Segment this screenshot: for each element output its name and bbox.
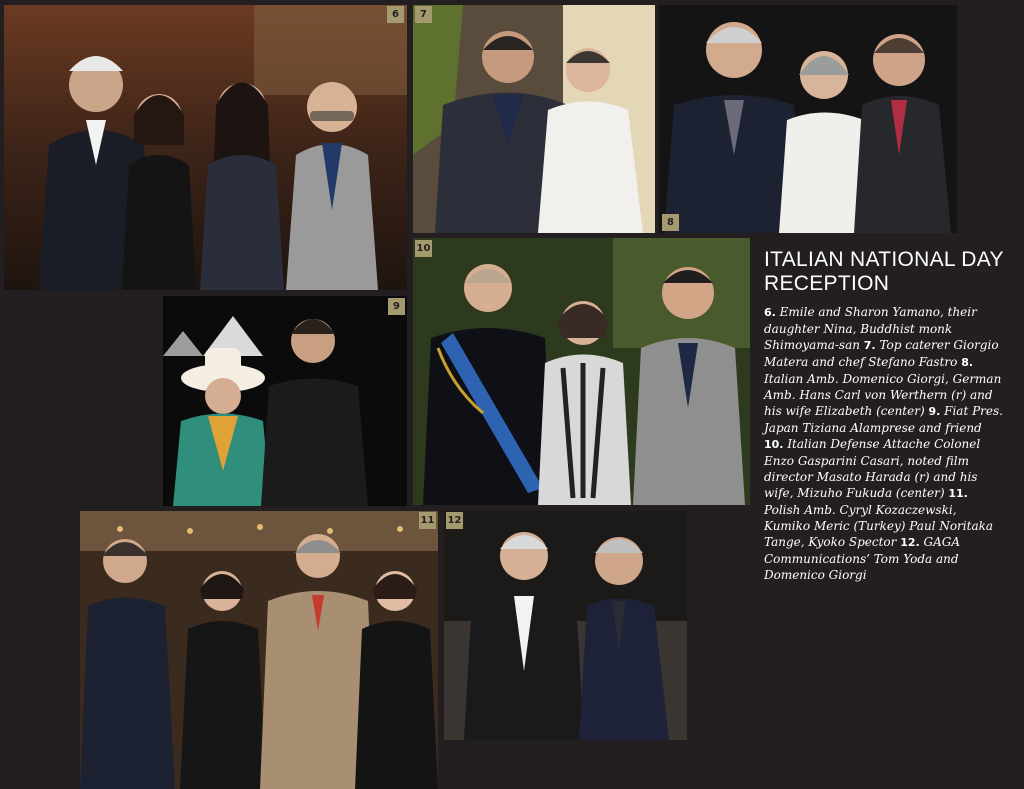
photo-number-9: 9 — [388, 298, 405, 315]
caption-number-12: 12. — [900, 536, 920, 549]
photo-9-image — [163, 296, 407, 506]
caption-text-10: Italian Defense Attache Colonel Enzo Gasparini Casari, noted film director Masato Harada (r) and his wife, Mizuho Fukuda (center) — [764, 437, 981, 500]
photo-8 — [659, 5, 957, 233]
photo-captions — [764, 304, 1004, 583]
photo-8-image — [659, 5, 957, 233]
caption-text-8: Italian Amb. Domenico Giorgi, German Amb. Hans Carl von Werthern (r) and his wife Elizabeth (center) — [764, 372, 1002, 418]
photo-6-image — [4, 5, 407, 290]
photo-number-6: 6 — [387, 6, 404, 23]
caption-number-8: 8. — [961, 356, 974, 369]
photo-7-image — [413, 5, 655, 233]
photo-9 — [163, 296, 407, 506]
heading-line-1: ITALIAN NATIONAL DAY — [764, 248, 1004, 271]
photo-6 — [4, 5, 407, 290]
caption-text-7: Top caterer Giorgio Matera and chef Stefano Fastro — [764, 338, 999, 369]
caption-text-6: Emile and Sharon Yamano, their daughter Nina, Buddhist monk Shimoyama-san — [764, 305, 977, 352]
photo-11 — [80, 511, 438, 789]
photo-number-10: 10 — [415, 240, 432, 257]
caption-number-6: 6. — [764, 306, 776, 319]
caption-number-7: 7. — [863, 339, 876, 352]
photo-11-image — [80, 511, 438, 789]
caption-text-9: Fiat Pres. Japan Tiziana Alamprese and friend — [764, 404, 1003, 435]
photo-10-image — [413, 238, 750, 505]
photo-number-7: 7 — [415, 6, 432, 23]
photo-12-image — [444, 511, 687, 740]
article-heading — [764, 248, 1014, 296]
photo-number-11: 11 — [419, 512, 436, 529]
caption-number-9: 9. — [928, 405, 941, 418]
caption-number-10: 10. — [764, 438, 784, 451]
caption-text-12: GAGA Communications’ Tom Yoda and Domenico Giorgi — [764, 535, 961, 582]
photo-10 — [413, 238, 750, 505]
heading-line-2: RECEPTION — [764, 272, 890, 295]
photo-7 — [413, 5, 655, 233]
caption-text-11: Polish Amb. Cyryl Kozaczewski, Kumiko Meric (Turkey) Paul Noritaka Tange, Kyoko Spector — [764, 503, 994, 549]
photo-12 — [444, 511, 687, 740]
photo-number-8: 8 — [662, 214, 679, 231]
caption-number-11: 11. — [948, 487, 968, 500]
photo-number-12: 12 — [446, 512, 463, 529]
